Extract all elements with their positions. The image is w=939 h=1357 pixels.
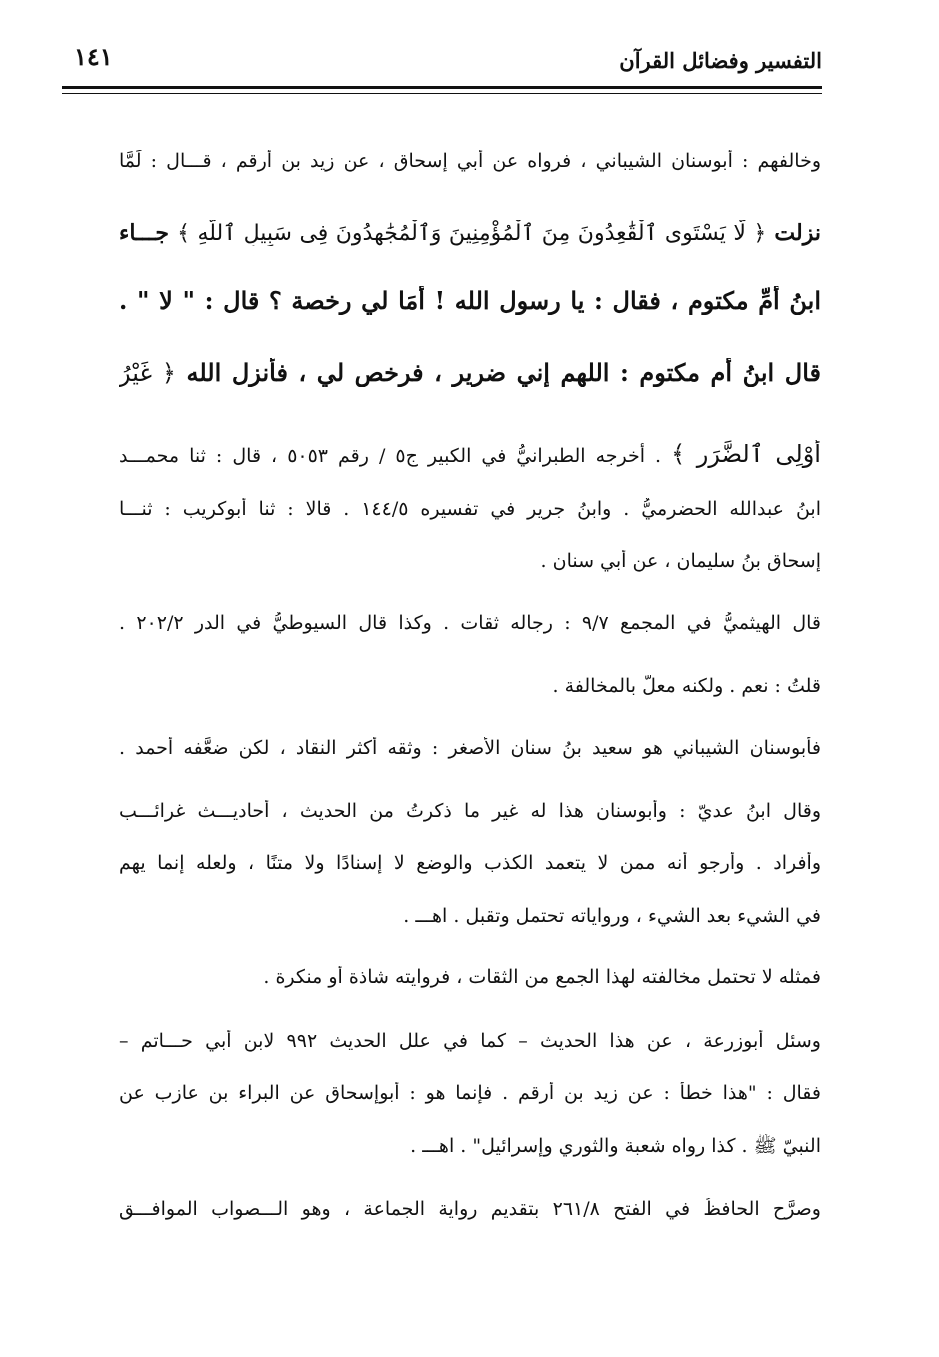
line-6-text: ابنُ عبدالله الحضرميُّ . وابنُ جرير في تفسيره ١٤٤/٥ . قالا : ثنا أبوكريب : ثنـــا [119,498,821,520]
text-line-8 [119,612,821,634]
line-15-text: وسئل أبوزرعة ، عن هذا الحديث – كما في علل الحديث ٩٩٢ لابن أبي حـــاتم – [119,1030,821,1052]
line-18-text: وصرَّح الحافظُ في الفتح ٢٦١/٨ بتقديم رواية الجماعة ، وهو الـــصواب الموافـــق [119,1198,821,1220]
line-1-text: وخالفهم : أبوسنان الشيباني ، فرواه عن أبي إسحاق ، عن زيد بن أرقم ، قـــال : لَمَّا [119,150,821,172]
page-number: ١٤١ [74,42,113,71]
text-line-18 [119,1198,821,1220]
line-2-end: جـــاء [119,220,169,246]
text-line-17 [119,1134,821,1162]
line-8-text: قال الهيثميُّ في المجمع ٩/٧ : رجاله ثقات . وكذا قال السيوطيُّ في الدر ٢٠٢/٢ . [119,612,821,634]
header-rule-thin [62,93,822,94]
text-line-15 [119,1030,821,1052]
text-line-3 [119,286,821,315]
header-rule-thick [62,86,822,89]
line-5-text: . أخرجه الطبرانيُّ في الكبير ج٥ / رقم ٥٠٥٣ ، قال : ثنا محمـــد [119,445,662,467]
text-line-14 [119,966,821,988]
line-17-text: النبيّ ﷺ . كذا رواه شعبة والثوري وإسرائيل" . اهـــ . [410,1135,821,1157]
line-11-text: وقال ابنُ عديّ : وأبوسنان هذا له غير ما ذكرتُ من الحديث ، أحاديـــث غرائـــب [119,800,821,822]
text-line-4 [119,358,821,387]
line-2-start: نزلت [774,220,821,246]
quran-verse-1: ﴿ لَّا يَسْتَوِى ٱلْقَٰعِدُونَ مِنَ ٱلْمُؤْمِنِينَ وَٱلْمُجَٰهِدُونَ فِى سَبِيلِ ٱللَّهِ ﴾ [177,221,767,246]
text-line-6 [119,498,821,520]
text-line-7 [119,550,821,572]
text-line-13 [119,905,821,927]
text-line-9 [119,675,821,697]
quran-verse-2-end: أُوْلِى ٱلضَّرَرِ ﴾ [671,440,821,468]
line-7-text: إسحاق بنُ سليمان ، عن أبي سنان . [540,550,821,572]
running-head [62,42,822,82]
text-line-1 [119,150,821,172]
text-line-12 [119,852,821,874]
text-line-5 [119,440,821,468]
line-14-text: فمثله لا تحتمل مخالفته لهذا الجمع من الثقات ، فروايته شاذة أو منكرة . [263,966,821,988]
text-line-16 [119,1082,821,1104]
line-13-text: في الشيء بعد الشيء ، ورواياته تحتمل وتقبل . اهـــ . [403,905,821,927]
text-line-2 [119,220,821,246]
line-12-text: وأفراد . وأرجو أنه ممن لا يتعمد الكذب والوضع لا إسنادًا ولا متنًا ، ولعله إنما يهم [119,852,821,874]
line-4-text: قال ابنُ أم مكتوم : اللهم إني ضرير ، فرخص لي ، فأنزل الله [186,358,821,387]
line-9-text: قلتُ : نعم . ولكنه معلٌّ بالمخالفة . [552,675,821,697]
line-10-text: فأبوسنان الشيباني هو سعيد بنُ سنان الأصغر : وثقه أكثر النقاد ، لكن ضعَّفه أحمد . [119,737,821,759]
line-16-text: فقال : "هذا خطأ : عن زيد بن أرقم . فإنما هو : أبوإسحاق عن البراء بن عازب عن [119,1082,821,1104]
running-title: التفسير وفضائل القرآن [619,48,822,73]
text-line-11 [119,800,821,822]
line-3-text: ابنُ أُمِّ مكتوم ، فقال : يا رسول الله ! أمَا لي رخصة ؟ قال : " لا " . [119,286,821,315]
quran-verse-2-start: ﴿ غَيْرُ [119,359,176,387]
text-line-10 [119,737,821,759]
